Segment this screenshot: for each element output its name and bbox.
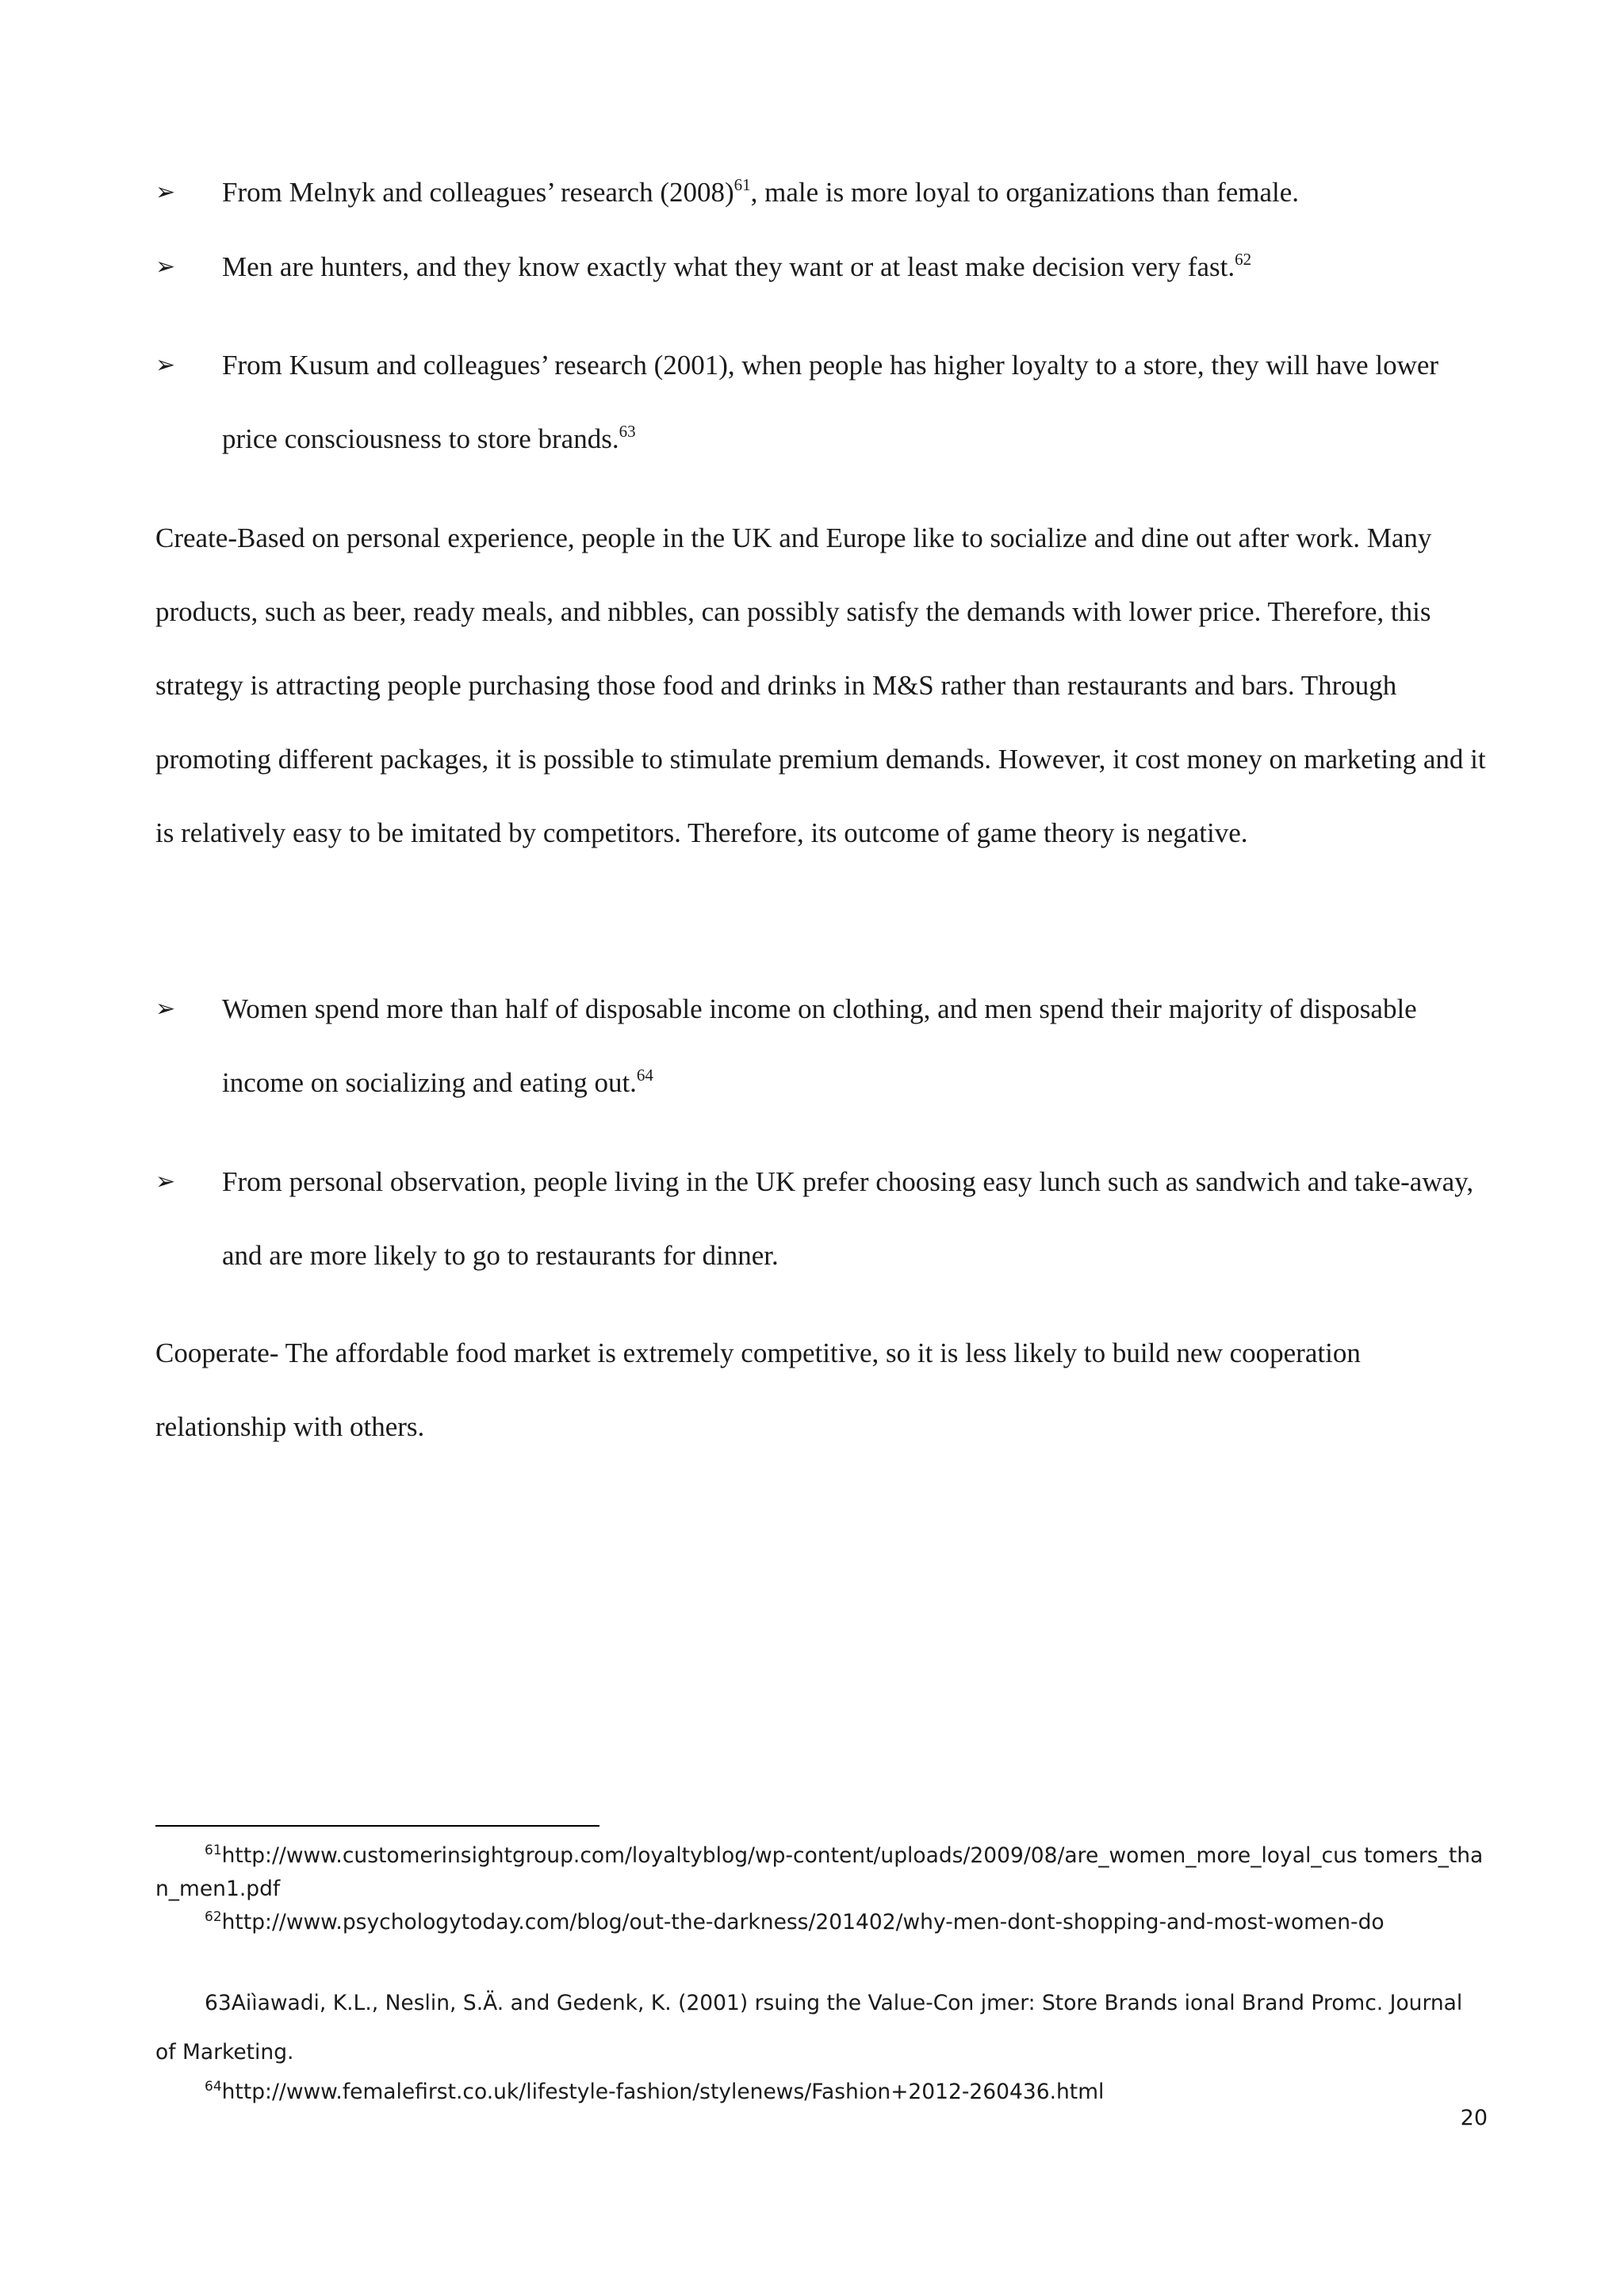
- bullet-item: [155, 328, 1488, 476]
- footnote-ref: 61: [733, 175, 751, 194]
- footnote-62: [155, 1906, 1488, 1939]
- bullet-item: [155, 230, 1488, 304]
- footnote-61: [155, 1839, 1488, 1906]
- bullet-text: Women spend more than half of disposable income on clothing, and men spend their majority of disposable income on socializing and eating out.$^{64}$: [222, 993, 1417, 1098]
- footnote-link[interactable]: http://www.psychologytoday.com/blog/out-the-darkness/201402/why-men-dont-shopping-and-most-women-do: [221, 1910, 1385, 1934]
- footnote-ref: 64: [636, 1066, 653, 1085]
- paragraph-create: Create-Based on personal experience, people in the UK and Europe like to socialize and dine out after work. Many products, such as beer, ready meals, and nibbles, can possibly satisfy the demands with lower price. Therefore, this strategy is attracting people purchasing those food and drinks in M&S rather than restaurants and bars. Through promoting different packages, it is possible to stimulate premium demands. However, it cost money on marketing and it is relatively easy to be imitated by competitors. Therefore, its outcome of game theory is negative.: [155, 522, 1486, 848]
- bullet-item: [155, 155, 1488, 229]
- footnote-number: 61: [205, 1843, 222, 1858]
- bullet-text: Men are hunters, and they know exactly what they want or at least make decision very fast.$^{62}$: [222, 250, 1252, 282]
- bullet-item: [155, 1145, 1488, 1292]
- footnote-number: 64: [205, 2079, 222, 2095]
- footnote-63: [155, 1979, 1488, 2077]
- page-number: 20: [1460, 2106, 1488, 2130]
- footnote-text: 63Aiìawadi, K.L., Neslin, S.Ä. and Gedenk, K. (2001) rsuing the Value-Con jmer: Store Brands ional Brand Promc. Journal of Marketing.: [155, 1991, 1463, 2064]
- arrow-bullet-icon: ➢: [155, 351, 176, 379]
- footnote-number: 62: [205, 1909, 222, 1925]
- arrow-bullet-icon: ➢: [155, 1168, 176, 1196]
- arrow-bullet-icon: ➢: [155, 253, 176, 281]
- arrow-bullet-icon: ➢: [155, 995, 176, 1023]
- footnote-64: [155, 2076, 1488, 2109]
- footnote-separator: [155, 1825, 599, 1827]
- footnote-link[interactable]: http://www.femalefirst.co.uk/lifestyle-fashion/stylenews/Fashion+2012-260436.html: [221, 2080, 1105, 2104]
- bullet-text: From Kusum and colleagues’ research (2001), when people has higher loyalty to a store, they will have lower price consciousness to store brands.$^{63}$: [222, 350, 1439, 454]
- paragraph-cooperate: Cooperate- The affordable food market is extremely competitive, so it is less likely to build new cooperation relationship with others.: [155, 1337, 1361, 1442]
- bullet-text: From personal observation, people living in the UK prefer choosing easy lunch such as sandwich and take-away, and are more likely to go to restaurants for dinner.: [222, 1166, 1474, 1271]
- footnote-ref: 63: [619, 422, 636, 441]
- footnote-ref: 62: [1235, 250, 1252, 269]
- footnote-link[interactable]: http://www.customerinsightgroup.com/loyaltyblog/wp-content/uploads/2009/08/are_women_more_loyal_cus tomers_than_men1.pdf: [155, 1843, 1484, 1901]
- bullet-item: [155, 972, 1488, 1119]
- arrow-bullet-icon: ➢: [155, 178, 176, 206]
- bullet-text: From Melnyk and colleagues’ research $(2008)^{61}$, male is more loyal to organizations than female.: [222, 175, 1300, 208]
